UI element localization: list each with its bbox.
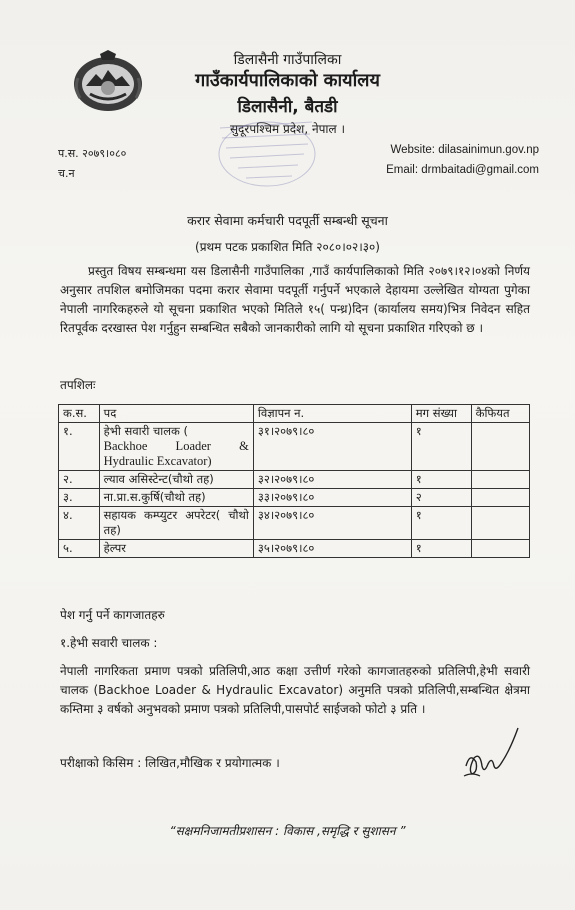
row-post: सहायक कम्प्युटर अपरेटर( चौथो तह) (99, 507, 253, 540)
row-ad-number: ३४।२०७९।८० (253, 507, 411, 540)
header-remarks: कैफियत (471, 405, 529, 423)
reference-number: प.स. २०७९।०८० (58, 147, 127, 160)
row-post: ल्याव असिस्टेन्ट(चौथो तह) (99, 471, 253, 489)
documents-heading: पेश गर्नु पर्ने कागजातहरु (60, 608, 165, 622)
vacancy-table (58, 404, 530, 558)
province-line: सुदूरपश्चिम प्रदेश, नेपाल । (229, 122, 346, 136)
row-post: हेल्पर (99, 540, 253, 558)
row-post-text: हेभी सवारी चालक ( (103, 424, 189, 438)
header-count: मग संख्या (411, 405, 471, 423)
row-sn: १. (59, 423, 100, 471)
row-remarks (471, 507, 529, 540)
row-post: ना.प्रा.स.कुर्षि(चौथो तह) (99, 489, 253, 507)
details-label: तपशिलः (60, 378, 96, 392)
office-location: डिलासैनी, बैतडी (237, 97, 338, 117)
office-title: गाउँकार्यपालिकाको कार्यालय (195, 70, 380, 91)
row-sn: ४. (59, 507, 100, 540)
row-count: १ (411, 423, 471, 471)
row-remarks (471, 540, 529, 558)
table-row (59, 540, 530, 558)
dispatch-number: च.न (58, 167, 75, 180)
municipality-name: डिलासैनी गाउँपालिका (233, 52, 342, 68)
header-sn: क.स. (59, 405, 100, 423)
table-row (59, 507, 530, 540)
row-count: १ (411, 471, 471, 489)
row-post-english: Backhoe Loader & Hydraulic Excavator) (103, 439, 249, 468)
row-count: २ (411, 489, 471, 507)
row-ad-number: ३१।२०७९।८० (253, 423, 411, 471)
table-row (59, 423, 530, 471)
row-ad-number: ३५।२०७९।८० (253, 540, 411, 558)
table-row (59, 471, 530, 489)
notice-body: प्रस्तुत विषय सम्बन्धमा यस डिलासैनी गाउँपालिका ,गाउँ कार्यपालिकाको मिति २०७९।१२।०४को निर्णय अनुसार तपशिल बमोजिमका पदमा करार सेवामा पदपूर्ती गर्नुपर्ने भएकाले देहायमा उल्लेखित योग्यता पुगेका नेपाली नागरिकहरुले यो सूचना प्रकाशित भएको मितिले १५( पन्ध्र)दिन (कार्यालय समय)भित्र निवेदन सहित रितपूर्वक दरखास्त पेश गर्नुहुन सम्बन्धित सबैको जानकारीको लागि यो सूचना प्रकाशित गरिएको छ । (60, 264, 530, 335)
exam-type: परीक्षाको किसिम : लिखित,मौखिक र प्रयोगात्मक । (60, 756, 280, 770)
publication-date: (प्रथम पटक प्रकाशित मिति २०८०।०२।३०) (195, 240, 380, 254)
row-ad-number: ३२।२०७९।८० (253, 471, 411, 489)
row-post (99, 423, 253, 471)
documents-text: नेपाली नागरिकता प्रमाण पत्रको प्रतिलिपी,आठ कक्षा उत्तीर्ण गरेको कागजातहरुको प्रतिलिपी,हेभी सवारी चालक (Backhoe Loader & Hydraulic Excavator) अनुमति पत्रको प्रतिलिपी,सम्बन्धित क्षेत्रमा कम्तिमा ३ वर्षको अनुभवको प्रमाण पत्रको प्रतिलिपी,पासपोर्ट साईजको फोटो ३ प्रति । (60, 664, 530, 716)
motto: “सक्षमनिजामतीप्रशासन : विकास ,समृद्धि र सुशासन ” (169, 824, 406, 838)
office-stamp-icon (212, 118, 322, 198)
website-text: Website: dilasainimun.gov.np (390, 144, 539, 156)
signature-icon (458, 722, 528, 782)
row-sn: ५. (59, 540, 100, 558)
row-count: १ (411, 540, 471, 558)
header-post: पद (99, 405, 253, 423)
row-remarks (471, 471, 529, 489)
heavy-driver-heading: १.हेभी सवारी चालक : (60, 636, 158, 650)
row-remarks (471, 489, 529, 507)
email-text: Email: drmbaitadi@gmail.com (386, 164, 539, 176)
header-ad-number: विज्ञापन न. (253, 405, 411, 423)
row-remarks (471, 423, 529, 471)
row-ad-number: ३३।२०७९।८० (253, 489, 411, 507)
row-sn: ३. (59, 489, 100, 507)
row-count: १ (411, 507, 471, 540)
table-row (59, 489, 530, 507)
notice-subject: करार सेवामा कर्मचारी पदपूर्ती सम्बन्धी सूचना (187, 213, 388, 228)
table-header-row (59, 405, 530, 423)
row-sn: २. (59, 471, 100, 489)
